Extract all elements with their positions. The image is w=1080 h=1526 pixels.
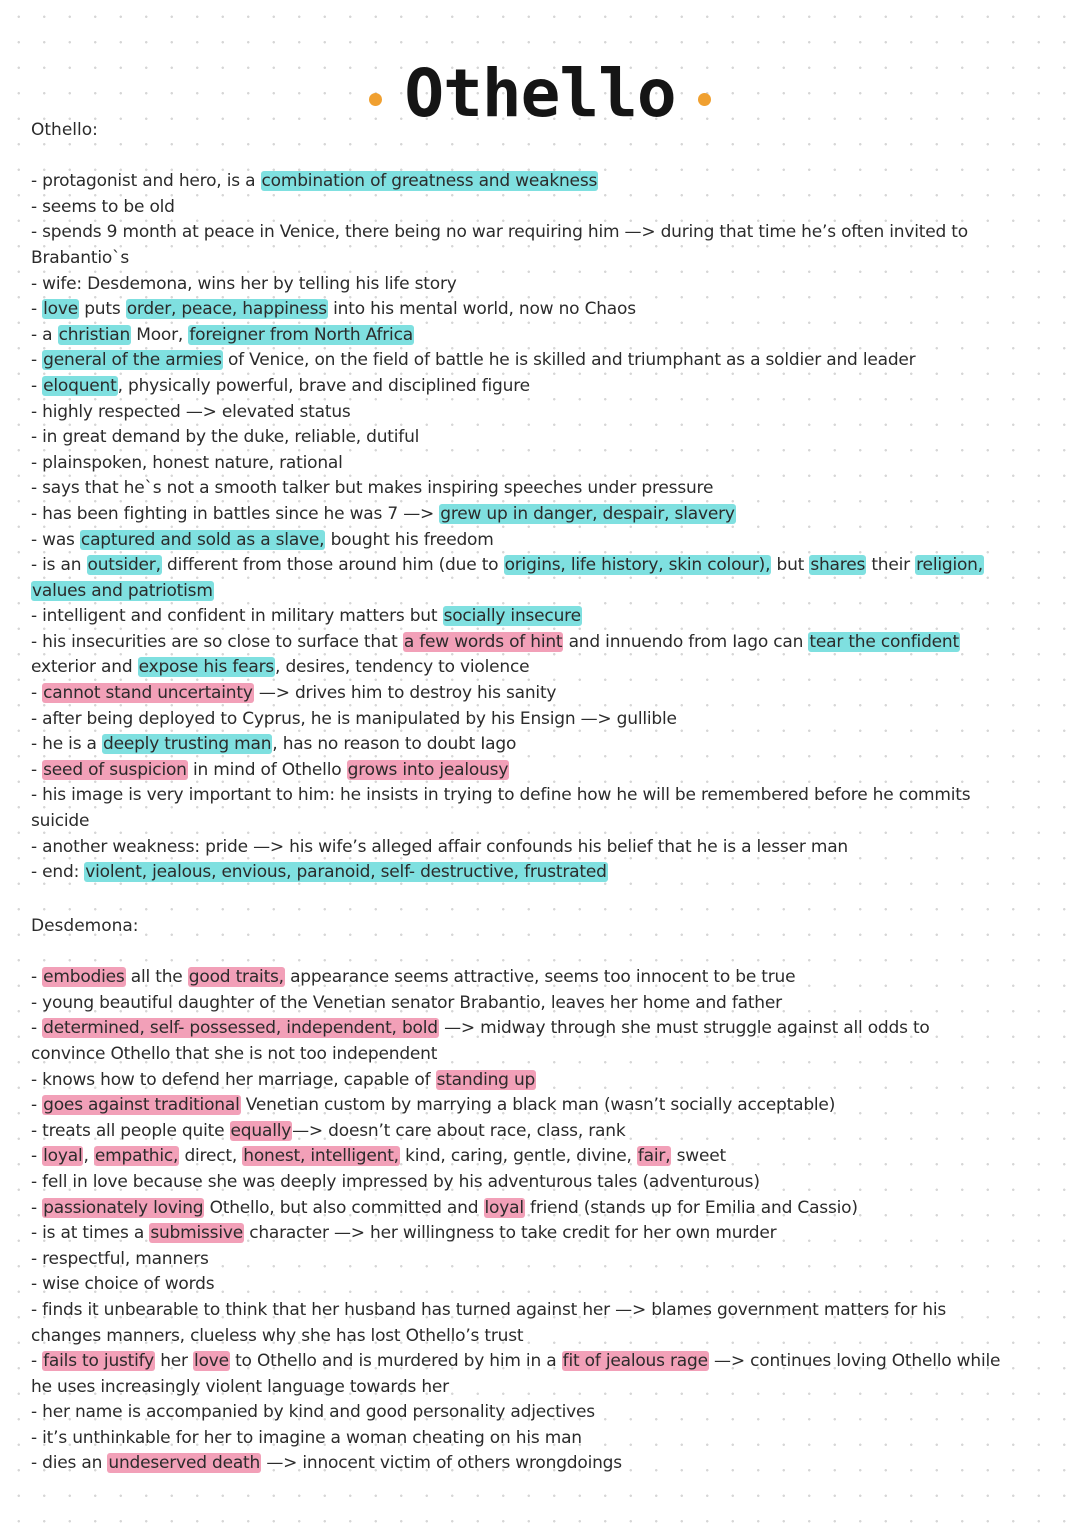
note-text: in mind of Othello: [187, 759, 347, 780]
note-line: [31, 1400, 1031, 1426]
highlighted-phrase: values and patriotism: [32, 580, 213, 601]
note-line: [31, 1247, 1031, 1273]
highlighted-phrase: grew up in danger, despair, slavery: [440, 503, 735, 524]
note-text: - spends 9 month at peace in Venice, there being no war requiring him —> during that time he’s often invited to: [31, 222, 968, 243]
note-line: [31, 809, 1031, 835]
highlighted-phrase: socially insecure: [443, 606, 581, 627]
note-text: suicide: [31, 811, 90, 832]
highlighted-phrase: foreigner from North Africa: [189, 324, 413, 345]
note-text: sweet: [671, 1146, 726, 1167]
note-line: [31, 1426, 1031, 1452]
note-text: and innuendo from Iago can: [563, 631, 809, 652]
highlighted-phrase: a few words of hint: [403, 631, 563, 652]
note-text: - a: [31, 324, 58, 345]
note-text: —> innocent victim of others wrongdoings: [261, 1453, 622, 1474]
note-line: [31, 604, 1031, 630]
page-title: Othello: [404, 55, 676, 132]
note-line: [31, 528, 1031, 554]
note-text: -: [31, 299, 43, 320]
highlighted-phrase: eloquent: [43, 375, 117, 396]
note-line: [31, 1349, 1031, 1375]
highlighted-phrase: empathic,: [94, 1146, 179, 1167]
note-text: Brabantio`s: [31, 247, 129, 268]
note-line: [31, 630, 1031, 656]
note-text: - highly respected —> elevated status: [31, 401, 351, 422]
note-line: [31, 374, 1031, 400]
note-line: [31, 297, 1031, 323]
highlighted-phrase: expose his fears: [138, 657, 275, 678]
highlighted-phrase: outsider,: [87, 555, 161, 576]
note-text: —> midway through she must struggle against all odds to: [438, 1018, 930, 1039]
note-text: - in great demand by the duke, reliable, dutiful: [31, 427, 420, 448]
note-text: character —> her willingness to take credit for her own murder: [243, 1223, 777, 1244]
note-text: to Othello and is murdered by him in a: [229, 1351, 562, 1372]
note-text: - knows how to defend her marriage, capable of: [31, 1069, 436, 1090]
note-text: —> drives him to destroy his sanity: [253, 683, 557, 704]
note-text: - was: [31, 529, 80, 550]
highlighted-phrase: loyal: [43, 1146, 83, 1167]
highlighted-phrase: fails to justify: [43, 1351, 155, 1372]
note-text: ,: [83, 1146, 94, 1167]
highlighted-phrase: love: [43, 299, 78, 320]
highlighted-phrase: good traits,: [188, 967, 284, 988]
highlighted-phrase: tear the confident: [809, 631, 959, 652]
note-text: , physically powerful, brave and disciplined figure: [117, 375, 530, 396]
note-text: -: [31, 1197, 43, 1218]
note-text: her: [155, 1351, 194, 1372]
note-line: [31, 451, 1031, 477]
highlighted-phrase: love: [194, 1351, 229, 1372]
note-text: their: [866, 555, 916, 576]
note-text: of Venice, on the field of battle he is skilled and triumphant as a soldier and leader: [222, 350, 916, 371]
note-line: [31, 195, 1031, 221]
note-text: - intelligent and confident in military matters but: [31, 606, 443, 627]
highlighted-phrase: origins, life history, skin colour),: [504, 555, 771, 576]
note-text: , has no reason to doubt Iago: [272, 734, 517, 755]
note-text: - plainspoken, honest nature, rational: [31, 452, 343, 473]
right-orange-dot: [698, 93, 711, 106]
highlighted-phrase: honest, intelligent,: [243, 1146, 399, 1167]
note-text: - his insecurities are so close to surface that: [31, 631, 403, 652]
note-text: bought his freedom: [325, 529, 494, 550]
highlighted-phrase: violent, jealous, envious, paranoid, self- destructive, frustrated: [85, 862, 607, 883]
note-line: [31, 835, 1031, 861]
highlighted-phrase: combination of greatness and weakness: [261, 171, 598, 192]
note-line: [31, 246, 1031, 272]
note-text: - is at times a: [31, 1223, 150, 1244]
note-line: [31, 476, 1031, 502]
note-line: [31, 655, 1031, 681]
note-line: [31, 502, 1031, 528]
highlighted-phrase: shares: [810, 555, 866, 576]
note-text: - end:: [31, 862, 85, 883]
note-text: Moor,: [131, 324, 189, 345]
highlighted-phrase: grows into jealousy: [347, 759, 509, 780]
note-text: convince Othello that she is not too independent: [31, 1043, 438, 1064]
note-text: - respectful, manners: [31, 1248, 209, 1269]
desdemona-notes: [31, 965, 1031, 1477]
note-text: , desires, tendency to violence: [275, 657, 530, 678]
note-line: [31, 1375, 1031, 1401]
note-line: [31, 1196, 1031, 1222]
note-text: - he is a: [31, 734, 102, 755]
highlighted-phrase: religion,: [916, 555, 983, 576]
highlighted-phrase: fit of jealous rage: [562, 1351, 708, 1372]
note-text: friend (stands up for Emilia and Cassio): [524, 1197, 858, 1218]
note-line: [31, 400, 1031, 426]
note-line: [31, 1272, 1031, 1298]
note-line: [31, 1298, 1031, 1324]
highlighted-phrase: christian: [58, 324, 131, 345]
note-line: [31, 1016, 1031, 1042]
note-line: [31, 681, 1031, 707]
note-line: [31, 553, 1031, 579]
note-text: - fell in love because she was deeply impressed by his adventurous tales (adventurous): [31, 1171, 760, 1192]
desdemona-section: [31, 914, 1031, 1477]
highlighted-phrase: cannot stand uncertainty: [43, 683, 253, 704]
note-line: [31, 1119, 1031, 1145]
highlighted-phrase: loyal: [484, 1197, 524, 1218]
note-text: appearance seems attractive, seems too innocent to be true: [284, 967, 796, 988]
note-line: [31, 1451, 1031, 1477]
note-text: —> doesn’t care about race, class, rank: [292, 1120, 626, 1141]
note-text: - another weakness: pride —> his wife’s alleged affair confounds his belief that he is a lesser man: [31, 836, 848, 857]
note-text: -: [31, 967, 43, 988]
note-text: -: [31, 683, 43, 704]
note-text: - says that he`s not a smooth talker but makes inspiring speeches under pressure: [31, 478, 714, 499]
note-text: -: [31, 1095, 43, 1116]
note-line: [31, 1170, 1031, 1196]
note-text: kind, caring, gentle, divine,: [399, 1146, 637, 1167]
highlighted-phrase: determined, self- possessed, independent, bold: [43, 1018, 438, 1039]
note-line: [31, 1144, 1031, 1170]
note-line: [31, 1068, 1031, 1094]
highlighted-phrase: passionately loving: [43, 1197, 204, 1218]
highlighted-phrase: standing up: [436, 1069, 536, 1090]
highlighted-phrase: embodies: [43, 967, 125, 988]
note-text: - it’s unthinkable for her to imagine a woman cheating on his man: [31, 1427, 582, 1448]
note-line: [31, 1042, 1031, 1068]
highlighted-phrase: undeserved death: [108, 1453, 261, 1474]
note-line: [31, 732, 1031, 758]
note-text: but: [771, 555, 810, 576]
note-text: - seems to be old: [31, 196, 175, 217]
othello-heading: Othello:: [31, 120, 98, 140]
note-line: [31, 579, 1031, 605]
desdemona-heading: Desdemona:: [31, 916, 139, 936]
highlighted-phrase: equally: [230, 1120, 292, 1141]
note-text: -: [31, 1018, 43, 1039]
note-text: puts: [78, 299, 126, 320]
note-text: -: [31, 759, 43, 780]
note-line: [31, 783, 1031, 809]
othello-section: [31, 118, 1031, 886]
left-orange-dot: [369, 93, 382, 106]
highlighted-phrase: goes against traditional: [43, 1095, 240, 1116]
note-text: - is an: [31, 555, 87, 576]
note-line: [31, 425, 1031, 451]
highlighted-phrase: fair,: [637, 1146, 671, 1167]
note-text: - has been fighting in battles since he was 7 —>: [31, 503, 440, 524]
highlighted-phrase: submissive: [150, 1223, 243, 1244]
note-line: [31, 323, 1031, 349]
note-line: [31, 1093, 1031, 1119]
note-text: - treats all people quite: [31, 1120, 230, 1141]
note-text: he uses increasingly violent language towards her: [31, 1376, 449, 1397]
note-text: - finds it unbearable to think that her husband has turned against her —> blames government matters for his: [31, 1299, 946, 1320]
note-text: - wise choice of words: [31, 1274, 215, 1295]
note-line: [31, 758, 1031, 784]
note-line: [31, 860, 1031, 886]
highlighted-phrase: captured and sold as a slave,: [80, 529, 325, 550]
note-line: [31, 348, 1031, 374]
note-line: [31, 707, 1031, 733]
note-line: [31, 965, 1031, 991]
note-line: [31, 272, 1031, 298]
note-text: - wife: Desdemona, wins her by telling his life story: [31, 273, 457, 294]
highlighted-phrase: general of the armies: [43, 350, 222, 371]
note-text: -: [31, 375, 43, 396]
highlighted-phrase: deeply trusting man: [102, 734, 272, 755]
note-text: changes manners, clueless why she has lost Othello’s trust: [31, 1325, 524, 1346]
note-line: [31, 220, 1031, 246]
highlighted-phrase: seed of suspicion: [43, 759, 187, 780]
note-text: all the: [125, 967, 188, 988]
note-line: [31, 1324, 1031, 1350]
highlighted-phrase: order, peace, happiness: [126, 299, 327, 320]
note-text: Venetian custom by marrying a black man (wasn’t socially acceptable): [240, 1095, 836, 1116]
note-text: - after being deployed to Cyprus, he is manipulated by his Ensign —> gullible: [31, 708, 677, 729]
note-text: - his image is very important to him: he insists in trying to define how he will be remembered before he commits: [31, 785, 971, 806]
note-text: - dies an: [31, 1453, 108, 1474]
note-text: - young beautiful daughter of the Venetian senator Brabantio, leaves her home and father: [31, 992, 782, 1013]
note-text: direct,: [179, 1146, 243, 1167]
note-text: -: [31, 350, 43, 371]
note-line: [31, 169, 1031, 195]
note-text: into his mental world, now no Chaos: [327, 299, 636, 320]
note-line: [31, 991, 1031, 1017]
note-text: different from those around him (due to: [161, 555, 504, 576]
note-text: -: [31, 1351, 43, 1372]
note-line: [31, 1221, 1031, 1247]
note-text: Othello, but also committed and: [204, 1197, 484, 1218]
note-text: - her name is accompanied by kind and good personality adjectives: [31, 1402, 595, 1423]
note-text: -: [31, 1146, 43, 1167]
note-text: —> continues loving Othello while: [708, 1351, 1001, 1372]
note-text: - protagonist and hero, is a: [31, 171, 261, 192]
note-text: exterior and: [31, 657, 138, 678]
othello-notes: [31, 169, 1031, 886]
